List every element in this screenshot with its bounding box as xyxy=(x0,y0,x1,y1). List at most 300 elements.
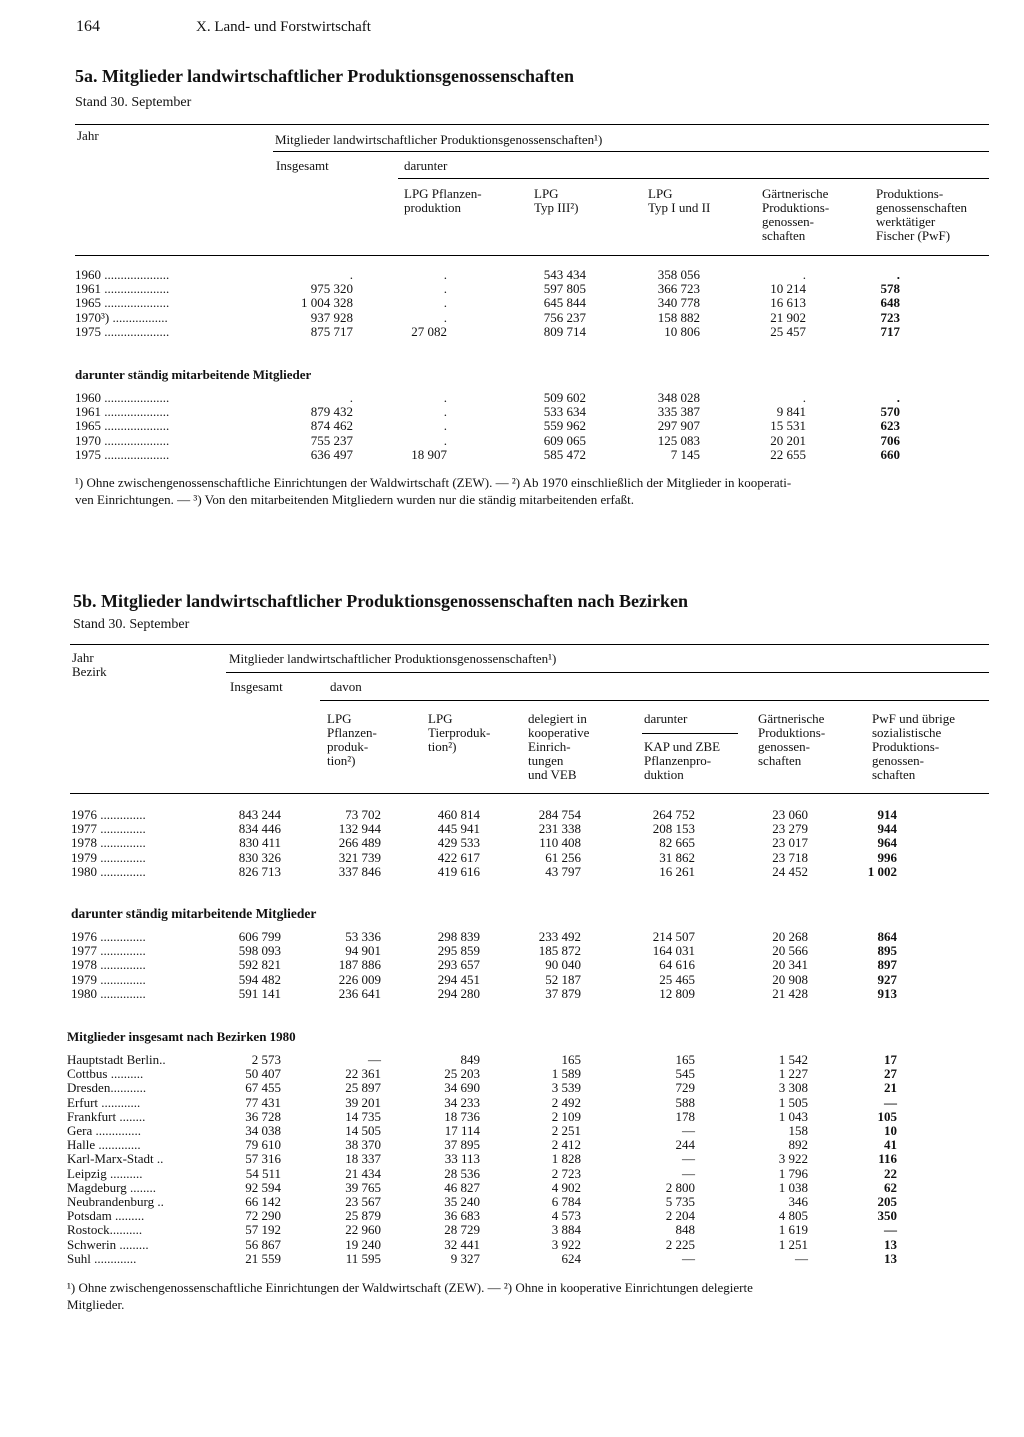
table-cell: . xyxy=(443,432,447,448)
table-cell: 348 028 xyxy=(657,390,700,405)
table-cell: 645 844 xyxy=(543,295,586,311)
table-cell: 27 xyxy=(884,1066,897,1082)
table-cell: 879 432 xyxy=(310,404,353,420)
table-cell: 12 809 xyxy=(659,985,695,1001)
header-line: Fischer (PwF) xyxy=(876,228,951,243)
table-cell: — xyxy=(682,1165,695,1181)
table-row xyxy=(0,865,1024,879)
table-cell: 46 827 xyxy=(444,1179,480,1195)
table-cell: 205 xyxy=(877,1194,897,1209)
table-cell: 5 735 xyxy=(665,1194,695,1209)
table-cell: 57 192 xyxy=(245,1222,281,1238)
row-label: 1978 .............. xyxy=(71,836,146,851)
row-label: 1979 .............. xyxy=(71,972,146,987)
table-cell: 56 867 xyxy=(245,1236,281,1252)
row-label: Rostock.......... xyxy=(67,1223,143,1238)
header-line: LPG xyxy=(327,711,352,726)
table-cell: 1 828 xyxy=(551,1151,581,1167)
table-cell: 875 717 xyxy=(310,323,353,339)
table-row xyxy=(0,1238,1024,1252)
row-label: Potsdam ......... xyxy=(67,1209,145,1224)
row-label: 1975 .................... xyxy=(75,324,170,339)
table-cell: 509 602 xyxy=(543,390,586,405)
table-cell: 20 201 xyxy=(770,432,806,448)
table-row xyxy=(0,808,1024,822)
table-cell: 2 109 xyxy=(551,1108,581,1124)
table-cell: 36 728 xyxy=(245,1108,281,1124)
table-cell: 226 009 xyxy=(338,971,381,987)
table-cell: 72 290 xyxy=(245,1208,281,1224)
table-cell: 964 xyxy=(877,835,897,851)
table-cell: 559 962 xyxy=(543,418,586,434)
header-line: Gärtnerische xyxy=(758,711,825,726)
table-cell: 23 718 xyxy=(772,849,808,865)
table-cell: 321 739 xyxy=(338,849,381,865)
page-number: 164 xyxy=(76,18,100,35)
rule xyxy=(273,151,989,152)
table-row xyxy=(0,958,1024,972)
table-cell: 94 901 xyxy=(345,943,381,959)
table-cell: 25 465 xyxy=(659,971,695,987)
table-cell: 293 657 xyxy=(437,957,480,973)
col-header-group: Mitglieder landwirtschaftlicher Produktionsgenossenschaften¹) xyxy=(229,651,557,666)
header-line: LPG xyxy=(534,186,559,201)
table-cell: 598 093 xyxy=(238,943,281,959)
table-cell: 717 xyxy=(880,323,900,339)
header-line: LPG xyxy=(428,711,453,726)
table-cell: 6 784 xyxy=(551,1194,581,1209)
page-header xyxy=(76,18,371,36)
row-label: 1961 .................... xyxy=(75,405,170,420)
table-cell: 23 060 xyxy=(772,807,808,822)
header-line: Gärtnerische xyxy=(762,186,829,201)
table-row xyxy=(0,836,1024,850)
table-row xyxy=(0,1053,1024,1067)
table-cell: . xyxy=(443,390,447,405)
table-cell: 2 723 xyxy=(551,1165,581,1181)
table-cell: 20 268 xyxy=(772,929,808,944)
table-cell: 16 613 xyxy=(770,295,806,311)
header-line: genossen- xyxy=(762,214,814,229)
table-row xyxy=(0,1209,1024,1223)
table-cell: 335 387 xyxy=(657,404,700,420)
table-cell: — xyxy=(368,1052,381,1067)
table-row xyxy=(0,311,1024,325)
table-cell: 187 886 xyxy=(338,957,381,973)
table-cell: 809 714 xyxy=(543,323,586,339)
table-cell: 36 683 xyxy=(444,1208,480,1224)
table-cell: . xyxy=(443,267,447,282)
footnote-line: Mitglieder. xyxy=(67,1297,125,1312)
table-cell: 11 595 xyxy=(345,1250,381,1266)
table-cell: 214 507 xyxy=(652,929,695,944)
footnote xyxy=(75,474,791,508)
rule xyxy=(398,178,989,179)
table-cell: — xyxy=(682,1123,695,1138)
table-cell: 22 xyxy=(884,1165,897,1181)
table-cell: 660 xyxy=(880,446,900,462)
table-cell: 350 xyxy=(877,1208,897,1224)
table-cell: . xyxy=(802,390,806,405)
table-cell: 110 408 xyxy=(539,835,581,851)
table-cell: 756 237 xyxy=(543,309,586,325)
table-cell: 2 492 xyxy=(551,1094,581,1110)
table-cell: 22 361 xyxy=(345,1066,381,1082)
table-cell: . xyxy=(896,267,900,282)
table-row xyxy=(0,1096,1024,1110)
table-cell: 4 805 xyxy=(778,1208,808,1224)
table-cell: 73 702 xyxy=(345,807,381,822)
rule xyxy=(70,793,989,794)
table-cell: 1 619 xyxy=(778,1222,808,1238)
table-cell: 2 251 xyxy=(551,1123,581,1138)
table-cell: 834 446 xyxy=(238,821,281,837)
table-5a-subtitle: Stand 30. September xyxy=(75,95,192,110)
table-cell: 624 xyxy=(561,1250,581,1266)
table-cell: 591 141 xyxy=(238,985,281,1001)
col-header-pwf xyxy=(876,187,967,243)
table-cell: 34 038 xyxy=(245,1123,281,1138)
table-cell: 648 xyxy=(880,295,900,311)
table-cell: 1 043 xyxy=(778,1108,808,1124)
header-line: genossen- xyxy=(872,753,924,768)
table-cell: . xyxy=(443,281,447,297)
table-cell: 28 536 xyxy=(444,1165,480,1181)
table-cell: 178 xyxy=(675,1108,695,1124)
table-cell: 849 xyxy=(460,1052,480,1067)
row-label: Neubrandenburg .. xyxy=(67,1195,164,1209)
table-row xyxy=(0,1081,1024,1095)
col-header-davon: davon xyxy=(330,679,362,694)
table-row xyxy=(0,1067,1024,1081)
table-cell: 20 341 xyxy=(772,957,808,973)
row-label: 1979 .............. xyxy=(71,850,146,865)
row-label: 1980 .............. xyxy=(71,864,146,879)
header-line: genossen- xyxy=(758,739,810,754)
table-cell: 944 xyxy=(877,821,897,837)
table-cell: 92 594 xyxy=(245,1179,281,1195)
table-cell: 35 240 xyxy=(444,1194,480,1209)
table-cell: 132 944 xyxy=(338,821,381,837)
table-cell: 706 xyxy=(880,432,900,448)
table-cell: 125 083 xyxy=(657,432,700,448)
table-cell: . xyxy=(443,418,447,434)
table-cell: 25 203 xyxy=(444,1066,480,1082)
col-header-gaertnerische xyxy=(762,187,829,243)
table-row xyxy=(0,1223,1024,1237)
header-line: LPG Pflanzen- xyxy=(404,186,482,201)
table-cell: 294 451 xyxy=(437,971,480,987)
row-label: Cottbus .......... xyxy=(67,1067,144,1082)
col-header-darunter: darunter xyxy=(644,711,688,726)
table-cell: 848 xyxy=(675,1222,695,1238)
row-label: Karl-Marx-Stadt .. xyxy=(67,1152,164,1167)
table-row xyxy=(0,851,1024,865)
table-row xyxy=(0,419,1024,433)
col-header-lpg-typ1-2 xyxy=(648,187,710,215)
table-cell: 231 338 xyxy=(538,821,581,837)
table-cell: 445 941 xyxy=(437,821,480,837)
header-line: Produktions- xyxy=(876,186,944,201)
table-cell: 39 201 xyxy=(345,1094,381,1110)
section-label: Mitglieder insgesamt nach Bezirken 1980 xyxy=(67,1029,296,1044)
table-cell: — xyxy=(682,1250,695,1266)
table-row xyxy=(0,268,1024,282)
table-row xyxy=(0,1152,1024,1166)
row-label: Hauptstadt Berlin.. xyxy=(67,1053,166,1067)
table-cell: 165 xyxy=(675,1052,695,1067)
header-line: tungen xyxy=(528,753,564,768)
row-label: 1965 .................... xyxy=(75,296,170,311)
header-line: Produktions- xyxy=(762,200,830,215)
table-row xyxy=(0,391,1024,405)
table-cell: 34 233 xyxy=(444,1094,480,1110)
table-cell: 37 895 xyxy=(444,1137,480,1153)
table-cell: — xyxy=(682,1151,695,1167)
header-line: delegiert in xyxy=(528,711,587,726)
table-cell: — xyxy=(884,1094,897,1110)
table-cell: 185 872 xyxy=(538,943,581,959)
table-cell: 158 xyxy=(788,1123,808,1138)
table-cell: 1 251 xyxy=(778,1236,808,1252)
table-cell: 21 428 xyxy=(772,985,808,1001)
table-cell: 53 336 xyxy=(345,929,381,944)
row-label: Erfurt ............ xyxy=(67,1095,141,1110)
table-cell: 588 xyxy=(675,1094,695,1110)
row-label: Dresden........... xyxy=(67,1081,147,1096)
table-cell: 594 482 xyxy=(238,971,281,987)
table-cell: 19 240 xyxy=(345,1236,381,1252)
table-cell: 892 xyxy=(788,1137,808,1153)
table-cell: 623 xyxy=(880,418,900,434)
table-cell: 585 472 xyxy=(543,446,586,462)
row-label: Frankfurt ........ xyxy=(67,1109,146,1124)
table-cell: 25 897 xyxy=(345,1080,381,1096)
table-cell: 895 xyxy=(877,943,897,959)
col-header-kap-zbe xyxy=(644,740,720,782)
table-cell: 358 056 xyxy=(657,267,700,282)
table-cell: 18 736 xyxy=(444,1108,480,1124)
table-cell: 64 616 xyxy=(659,957,695,973)
col-header-lpg-typ3 xyxy=(534,187,579,215)
table-cell: 25 457 xyxy=(770,323,806,339)
row-label: Magdeburg ........ xyxy=(67,1180,156,1195)
footnote-line: ¹) Ohne zwischengenossenschaftliche Einrichtungen der Waldwirtschaft (ZEW). — ²) Ohne in kooperative Einrichtungen delegierte xyxy=(67,1280,753,1295)
table-cell: 1 589 xyxy=(551,1066,581,1082)
table-cell: 609 065 xyxy=(543,432,586,448)
row-label: Leipzig .......... xyxy=(67,1166,143,1181)
row-label: Schwerin ......... xyxy=(67,1237,149,1252)
table-cell: 1 227 xyxy=(778,1066,808,1082)
chapter-title: X. Land- und Forstwirtschaft xyxy=(196,19,371,35)
header-line: Typ III²) xyxy=(534,200,579,215)
table-cell: 54 511 xyxy=(245,1165,281,1181)
row-label: Gera .............. xyxy=(67,1124,142,1138)
table-cell: 27 082 xyxy=(411,323,447,339)
table-cell: 23 017 xyxy=(772,835,808,851)
table-cell: 50 407 xyxy=(245,1066,281,1082)
row-label: 1976 .............. xyxy=(71,930,146,944)
table-cell: 340 778 xyxy=(657,295,700,311)
row-label: 1960 .................... xyxy=(75,391,170,405)
table-cell: 264 752 xyxy=(652,807,695,822)
table-cell: 937 928 xyxy=(310,309,353,325)
table-cell: 1 796 xyxy=(778,1165,808,1181)
table-cell: . xyxy=(443,404,447,420)
header-line: produktion xyxy=(404,200,462,215)
table-cell: 90 040 xyxy=(545,957,581,973)
table-cell: 874 462 xyxy=(310,418,353,434)
header-line: kooperative xyxy=(528,725,590,740)
table-cell: 24 452 xyxy=(772,863,808,879)
header-line: Tierproduk- xyxy=(428,725,491,740)
col-header-group: Mitglieder landwirtschaftlicher Produktionsgenossenschaften¹) xyxy=(275,132,603,147)
table-cell: . xyxy=(443,309,447,325)
table-cell: 1 038 xyxy=(778,1179,808,1195)
row-label: 1965 .................... xyxy=(75,419,170,434)
table-cell: 830 326 xyxy=(238,849,281,865)
table-cell: 39 765 xyxy=(345,1179,381,1195)
col-header-lpg-pflanzen xyxy=(404,187,482,215)
table-cell: 897 xyxy=(877,957,897,973)
table-cell: 533 634 xyxy=(543,404,586,420)
table-cell: 578 xyxy=(880,281,900,297)
table-cell: 82 665 xyxy=(659,835,695,851)
table-cell: 337 846 xyxy=(338,863,381,879)
rule xyxy=(75,255,989,256)
table-cell: 116 xyxy=(878,1151,897,1167)
table-cell: 2 204 xyxy=(665,1208,695,1224)
table-cell: 10 xyxy=(884,1123,897,1138)
section-label: darunter ständig mitarbeitende Mitglieder xyxy=(75,367,312,382)
table-cell: 914 xyxy=(877,807,897,822)
table-cell: 165 xyxy=(561,1052,581,1067)
rule xyxy=(320,700,989,701)
header-line: PwF und übrige xyxy=(872,711,956,726)
table-cell: 3 884 xyxy=(551,1222,581,1238)
table-cell: 21 902 xyxy=(770,309,806,325)
table-cell: 1 004 328 xyxy=(301,295,353,311)
table-row xyxy=(0,296,1024,310)
table-cell: 636 497 xyxy=(310,446,353,462)
table-cell: 297 907 xyxy=(657,418,700,434)
table-cell: 61 256 xyxy=(545,849,581,865)
header-line: Produktions- xyxy=(758,725,826,740)
table-row xyxy=(0,1110,1024,1124)
table-cell: 266 489 xyxy=(338,835,381,851)
header-line: schaften xyxy=(872,767,916,782)
table-cell: 13 xyxy=(884,1250,897,1266)
table-cell: 996 xyxy=(877,849,897,865)
table-cell: 25 879 xyxy=(345,1208,381,1224)
table-cell: 843 244 xyxy=(238,807,281,822)
table-cell: 79 610 xyxy=(245,1137,281,1153)
table-cell: 14 505 xyxy=(345,1123,381,1138)
table-cell: 460 814 xyxy=(437,807,480,822)
table-cell: 3 308 xyxy=(778,1080,808,1096)
table-cell: 14 735 xyxy=(345,1108,381,1124)
table-cell: 28 729 xyxy=(444,1222,480,1238)
rule xyxy=(226,672,989,673)
table-cell: 1 542 xyxy=(778,1052,808,1067)
table-cell: 233 492 xyxy=(538,929,581,944)
section-label: darunter ständig mitarbeitende Mitglieder xyxy=(71,906,317,921)
table-row xyxy=(0,1167,1024,1181)
header-line: werktätiger xyxy=(876,214,936,229)
header-line: Typ I und II xyxy=(648,200,711,215)
table-cell: 298 839 xyxy=(437,929,480,944)
table-cell: 17 xyxy=(884,1052,897,1067)
table-cell: 164 031 xyxy=(652,943,695,959)
table-cell: 20 908 xyxy=(772,971,808,987)
table-cell: 244 xyxy=(675,1137,695,1153)
header-line: produk- xyxy=(327,739,369,754)
table-cell: 755 237 xyxy=(310,432,353,448)
table-cell: 543 434 xyxy=(543,267,586,282)
table-row xyxy=(0,282,1024,296)
table-cell: 208 153 xyxy=(652,821,695,837)
row-label: 1980 .............. xyxy=(71,986,146,1001)
header-line: Bezirk xyxy=(72,664,107,679)
table-cell: . xyxy=(349,390,353,405)
table-cell: 830 411 xyxy=(239,835,281,851)
table-cell: 17 114 xyxy=(444,1123,480,1138)
table-cell: — xyxy=(795,1250,808,1266)
header-line: tion²) xyxy=(428,739,457,754)
table-cell: 927 xyxy=(877,971,897,987)
table-cell: 77 431 xyxy=(245,1094,281,1110)
table-cell: 2 225 xyxy=(665,1236,695,1252)
table-row xyxy=(0,405,1024,419)
col-header-delegiert xyxy=(528,712,589,782)
table-cell: 10 214 xyxy=(770,281,806,297)
header-line: Pflanzenpro- xyxy=(644,753,712,768)
header-line: Jahr xyxy=(72,650,94,665)
header-line: Produktions- xyxy=(872,739,940,754)
table-cell: . xyxy=(349,267,353,282)
table-row xyxy=(0,1195,1024,1209)
table-cell: 3 922 xyxy=(551,1236,581,1252)
table-cell: . xyxy=(443,295,447,311)
table-row xyxy=(0,1124,1024,1138)
header-line: genossenschaften xyxy=(876,200,967,215)
table-cell: 43 797 xyxy=(545,863,581,879)
table-cell: 38 370 xyxy=(345,1137,381,1153)
col-header-jahr-bezirk xyxy=(72,651,107,679)
table-row xyxy=(0,973,1024,987)
table-cell: 1 505 xyxy=(778,1094,808,1110)
col-header-jahr: Jahr xyxy=(77,128,99,143)
table-cell: 158 882 xyxy=(657,309,700,325)
table-cell: 9 841 xyxy=(776,404,806,420)
table-cell: 826 713 xyxy=(238,863,281,879)
footnote-line: ven Einrichtungen. — ³) Von den mitarbeitenden Mitgliedern wurden nur die ständig mitarbeitenden erfaßt. xyxy=(75,492,635,507)
table-cell: 33 113 xyxy=(444,1151,480,1167)
table-cell: 10 806 xyxy=(664,323,700,339)
table-cell: 723 xyxy=(880,309,900,325)
table-5b-subtitle: Stand 30. September xyxy=(73,617,190,632)
table-cell: . xyxy=(802,267,806,282)
table-row xyxy=(0,930,1024,944)
table-cell: 2 412 xyxy=(551,1137,581,1153)
col-header-insgesamt: Insgesamt xyxy=(230,679,283,694)
table-cell: 21 559 xyxy=(245,1250,281,1266)
table-row xyxy=(0,822,1024,836)
row-label: 1977 .............. xyxy=(71,822,146,837)
col-header-insgesamt: Insgesamt xyxy=(276,158,329,173)
row-label: 1977 .............. xyxy=(71,944,146,959)
table-row xyxy=(0,448,1024,462)
